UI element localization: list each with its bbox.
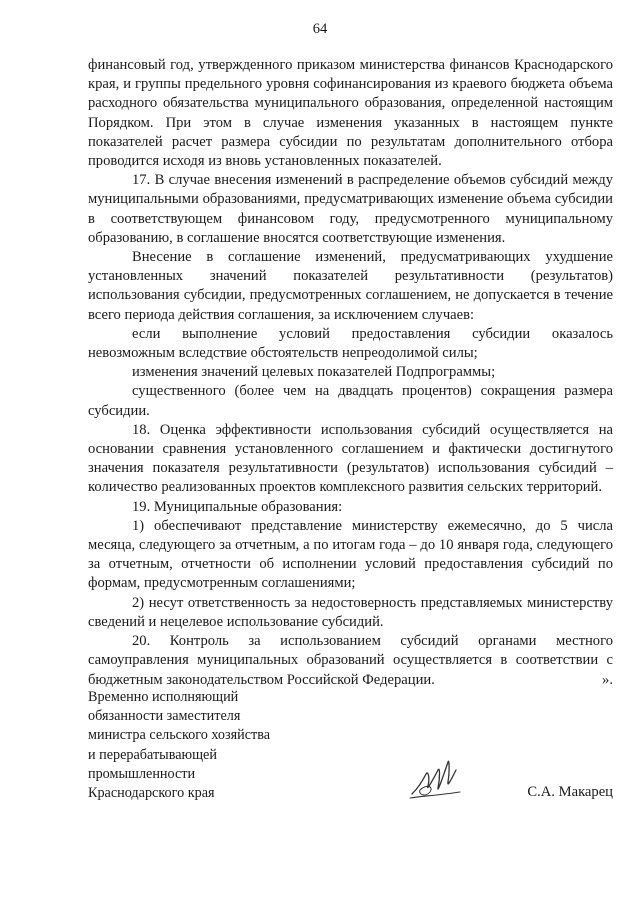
- paragraph-text: изменения значений целевых показателей Подпрограммы;: [132, 364, 496, 381]
- signatory-title-line: обязанности заместителя: [88, 708, 241, 725]
- paragraph-text: Внесение в соглашение изменений, предусматривающих ухудшение установленных значений показателей результативности (результатов) использования субсидии, предусмотренных соглашением, не допускается в течение всего периода действия соглашения, за исключением случаев:: [88, 249, 613, 323]
- paragraph: [88, 171, 613, 248]
- paragraph-text: 1) обеспечивают представление министерству ежемесячно, до 5 числа месяца, следующего за отчетным, а по итогам года – до 10 января года, следующего за отчетным, отчетности об исполнении условий предоставления субсидий по формам, предусмотренным соглашениями;: [88, 517, 613, 592]
- signature-block: [88, 688, 613, 818]
- signatory-title-line: Краснодарского края: [88, 785, 215, 802]
- signatory-name: С.А. Макарец: [527, 784, 613, 800]
- paragraph: [88, 325, 613, 363]
- closing-quote-mark: ».: [602, 671, 613, 688]
- signatory-title-line: министра сельского хозяйства: [88, 727, 271, 744]
- handwritten-signature-icon: [406, 748, 466, 808]
- signatory-title-line: и перерабатывающей: [88, 746, 217, 763]
- paragraph-text: 17. В случае внесения изменений в распределение объемов субсидий между муниципальными образованиями, предусматривающих изменение объема субсидии в соответствующем финансовом году, предусмотренного муниципальному образованию, в соглашение вносятся соответствующие изменения.: [88, 172, 613, 246]
- paragraph: [88, 594, 613, 632]
- document-body: [88, 56, 613, 690]
- paragraph-text: если выполнение условий предоставления субсидии оказалось невозможным вследствие обстоятельств непреодолимой силы;: [88, 325, 613, 362]
- signatory-title-line: промышленности: [88, 765, 196, 782]
- paragraph: [88, 498, 613, 517]
- paragraph: [88, 248, 613, 325]
- paragraph-text: существенного (более чем на двадцать процентов) сокращения размера субсидии.: [88, 383, 613, 419]
- signatory-title-line: Временно исполняющий: [88, 689, 239, 705]
- paragraph: [88, 56, 613, 171]
- paragraph-text: 18. Оценка эффективности использования субсидий осуществляется на основании сравнения установленного соглашением и фактически достигнутого значения показателя результативности (результатов) использования субсидий – количество реализованных проектов комплексного развития сельских территорий.: [88, 421, 613, 496]
- paragraph-last: [88, 632, 613, 690]
- paragraph-text: финансовый год, утвержденного приказом министерства финансов Краснодарского края, и группы предельного уровня софинансирования из краевого бюджета объема расходного обязательства муниципального образования, определенной настоящим Порядком. При этом в случае изменения указанных в настоящем пункте показателей расчет размера субсидии по результатам дополнительного отбора проводится исходя из вновь установленных показателей.: [88, 57, 613, 170]
- paragraph: [88, 517, 613, 594]
- paragraph-text: 2) несут ответственность за недостоверность представляемых министерству сведений и нецелевое использование субсидий.: [88, 594, 613, 630]
- page-number: 64: [312, 21, 328, 37]
- paragraph: [88, 382, 613, 420]
- paragraph: [88, 363, 613, 382]
- paragraph-text: 19. Муниципальные образования:: [132, 498, 343, 515]
- signatory-title: [88, 688, 270, 803]
- paragraph-text: 20. Контроль за использованием субсидий органами местного самоуправления муниципальных образований осуществляется в соответствии с бюджетным законодательством Российской Федерации.: [88, 633, 613, 688]
- paragraph: [88, 421, 613, 498]
